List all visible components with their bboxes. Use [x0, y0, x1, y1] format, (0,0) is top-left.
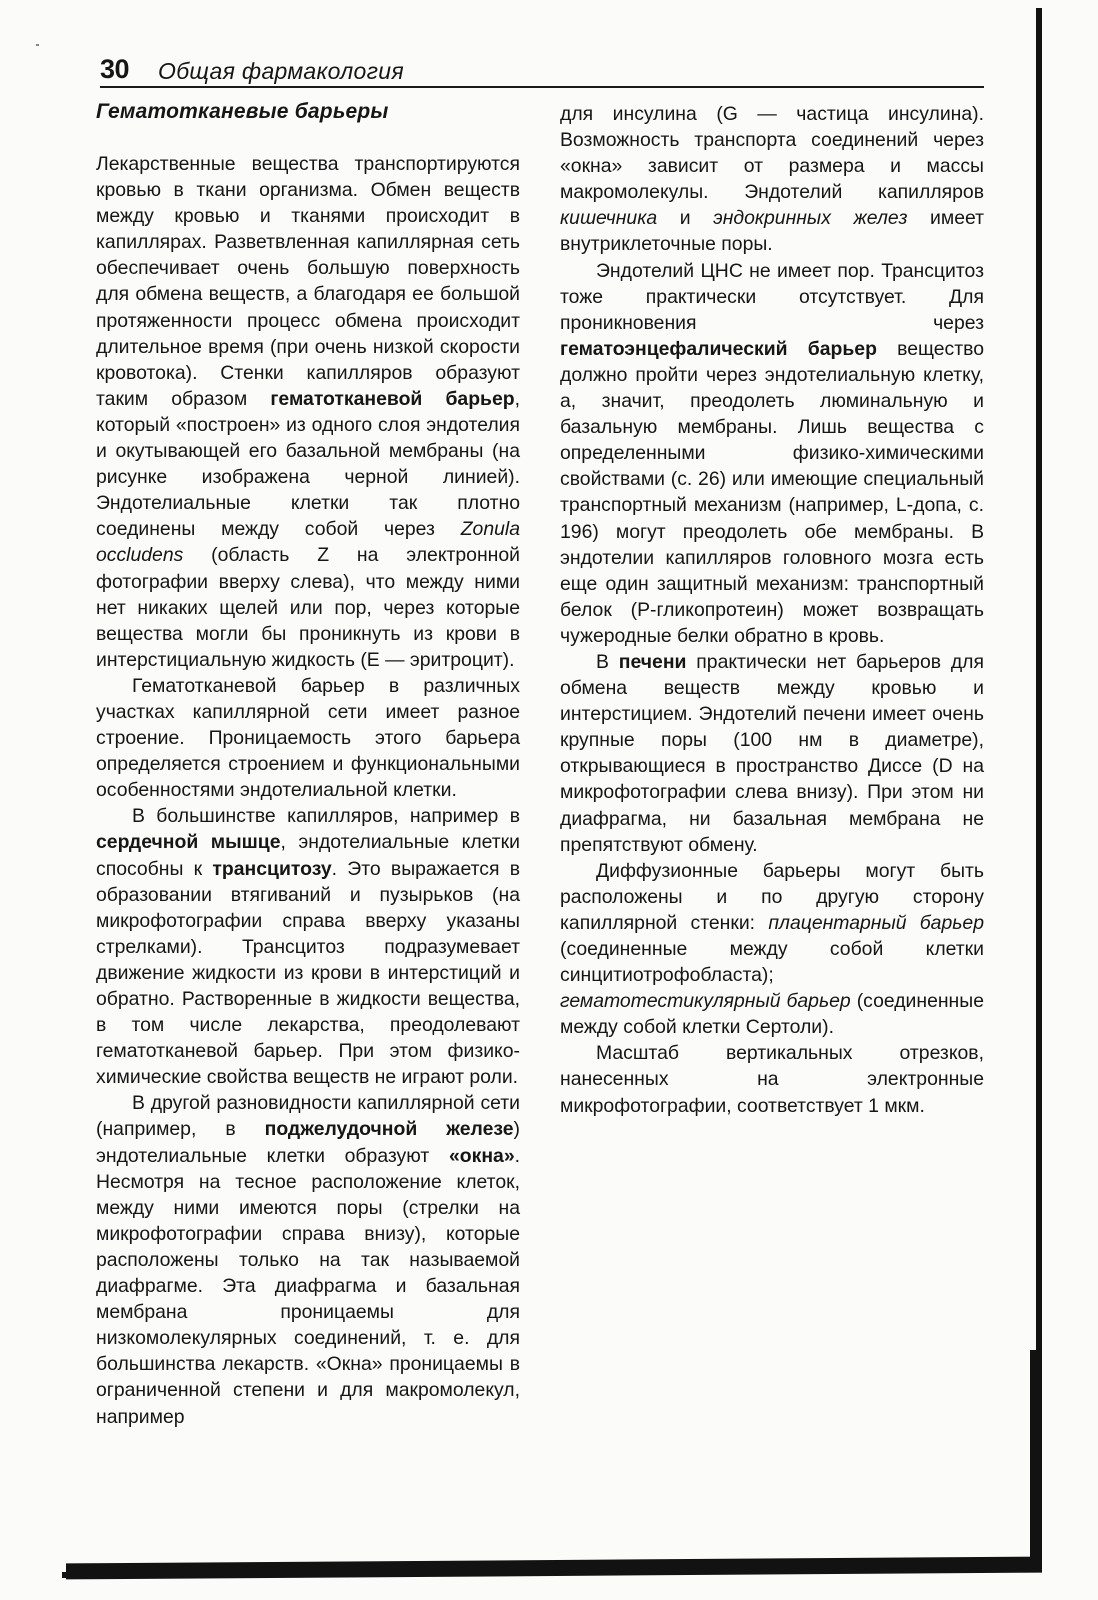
text-run: (область Z на электронной фотографии вверху слева), что между ними нет никаких щелей или пор, через которые вещества могли бы проникнуть из крови в интерстициальную жидкость (E — эритроцит). — [96, 544, 520, 671]
scan-edge-right-lower — [1030, 1350, 1042, 1560]
page-header — [100, 52, 984, 88]
text-run: , эндотелиальные клетки способны к — [96, 831, 520, 880]
bold-term: гематоэнцефалический барьер — [560, 337, 877, 360]
paragraph — [560, 101, 984, 258]
text-run: . Это выражается в образовании втягиваний и пузырьков (на микрофотографии справа вверху указаны стрелками). Трансцитоз подразумевает движение жидкости из крови в интерстиций и обратно. Растворенные в жидкости вещества, в том числе лекарства, преодолевают гематотканевой барьер. При этом физико-химические свойства веществ не играют роли. — [96, 857, 521, 1089]
section-title: Гематотканевые барьеры — [96, 100, 389, 123]
text-run: ) эндотелиальные клетки образуют — [96, 1118, 520, 1167]
text-run: В большинстве капилляров, например в — [132, 805, 520, 828]
paragraph — [560, 258, 984, 649]
italic-term: плацентарный барьер — [768, 911, 985, 934]
paragraph — [560, 1040, 984, 1118]
bold-term: сердечной мышце — [96, 831, 281, 854]
text-run: . Несмотря на тесное расположение клеток, между ними имеются поры (стрелки на микрофотографии справа внизу), которые расположены только на так называемой диафрагме. Эта диафрагма и базальная мембрана проницаемы для низкомолекулярных соединений, т. е. для большинства лекарств. «Окна» проницаемы в ограниченной степени и для макромолекул, например — [96, 1144, 520, 1428]
text-run: (соединенные между собой клетки Сертоли). — [560, 990, 984, 1039]
text-run: , который «построен» из одного слоя эндотелия и окутывающей его базальной мембраны (на рисунке изображена черной линией). Эндотелиальные клетки так плотно соединены между собой через — [96, 387, 520, 541]
text-run: Масштаб вертикальных отрезков, нанесенных на электронные микрофотографии, соответствует 1 мкм. — [560, 1042, 984, 1117]
bold-term: печени — [618, 650, 687, 673]
scan-edge-bottom-tail — [62, 1572, 74, 1578]
paragraph — [560, 858, 984, 1041]
scan-edge-bottom — [66, 1557, 1042, 1580]
paragraph — [96, 1090, 520, 1429]
paragraph — [96, 673, 520, 803]
text-run: и — [657, 207, 714, 230]
paragraph — [560, 649, 984, 858]
text-run: Эндотелий ЦНС не имеет пор. Трансцитоз тоже практически отсутствует. Для проникновения через — [560, 259, 984, 334]
bold-term: гематотканевой барьер — [270, 387, 515, 410]
italic-term: эндокринных желез — [713, 207, 908, 230]
italic-term: Zonula occludens — [96, 518, 520, 567]
text-run: имеет внутриклеточные поры. — [560, 207, 985, 256]
italic-term: гематотестикулярный барьер — [560, 990, 851, 1013]
text-run: Диффузионные барьеры могут быть расположены и по другую сторону капиллярной стенки: — [560, 859, 984, 934]
scan-speck — [36, 44, 39, 46]
right-column — [560, 101, 984, 1119]
text-run: Лекарственные вещества транспортируются кровью в ткани организма. Обмен веществ между кровью и тканями происходит в капиллярах. Разветвленная капиллярная сеть обеспечивает очень большую поверхность для обмена веществ, а благодаря ее большой протяженности процесс обмена происходит длительное время (при очень низкой скорости кровотока). Стенки капилляров образуют таким образом — [96, 153, 520, 410]
paragraph — [96, 803, 520, 1090]
running-title: Общая фармакология — [158, 58, 404, 84]
left-column — [96, 151, 520, 1430]
text-run: В другой разновидности капиллярной сети (например, в — [96, 1092, 520, 1141]
bold-term: трансцитозу — [212, 857, 332, 880]
text-run: Гематотканевой барьер в различных участках капиллярной сети имеет разное строение. Проницаемость этого барьера определяется строением и функциональными особенностями эндотелиальной клетки. — [96, 674, 520, 802]
scan-edge-right — [1036, 8, 1042, 1558]
text-run: (соединенные между собой клетки синцитиотрофобласта); — [560, 938, 984, 987]
text-run: вещество должно пройти через эндотелиальную клетку, а, значит, преодолеть люминальную и базальную мембраны. Лишь вещества с определенными физико-химическими свойствами (с. 26) или имеющие специальный транспортный механизм (например, L-допа, с. 196) могут преодолеть обе мембраны. В эндотелии капилляров головного мозга есть еще один защитный механизм: транспортный белок (P-гликопротеин) может возвращать чужеродные белки обратно в кровь. — [560, 337, 984, 647]
page-number: 30 — [100, 54, 130, 84]
bold-term: поджелудочной железе — [264, 1118, 514, 1141]
paragraph — [96, 151, 520, 673]
text-run: В — [596, 650, 619, 673]
text-run: практически нет барьеров для обмена веществ между кровью и интерстицием. Эндотелий печени имеет очень крупные поры (100 нм в диаметре), открывающиеся в пространство Диссе (D на микрофотографии слева внизу). При этом ни диафрагма, ни базальная мембрана не препятствуют обмену. — [560, 650, 984, 856]
italic-term: кишечника — [560, 207, 658, 230]
text-run: для инсулина (G — частица инсулина). Возможность транспорта соединений через «окна» зависит от размера и массы макромолекулы. Эндотелий капилляров — [560, 103, 984, 204]
bold-term: «окна» — [448, 1144, 515, 1167]
